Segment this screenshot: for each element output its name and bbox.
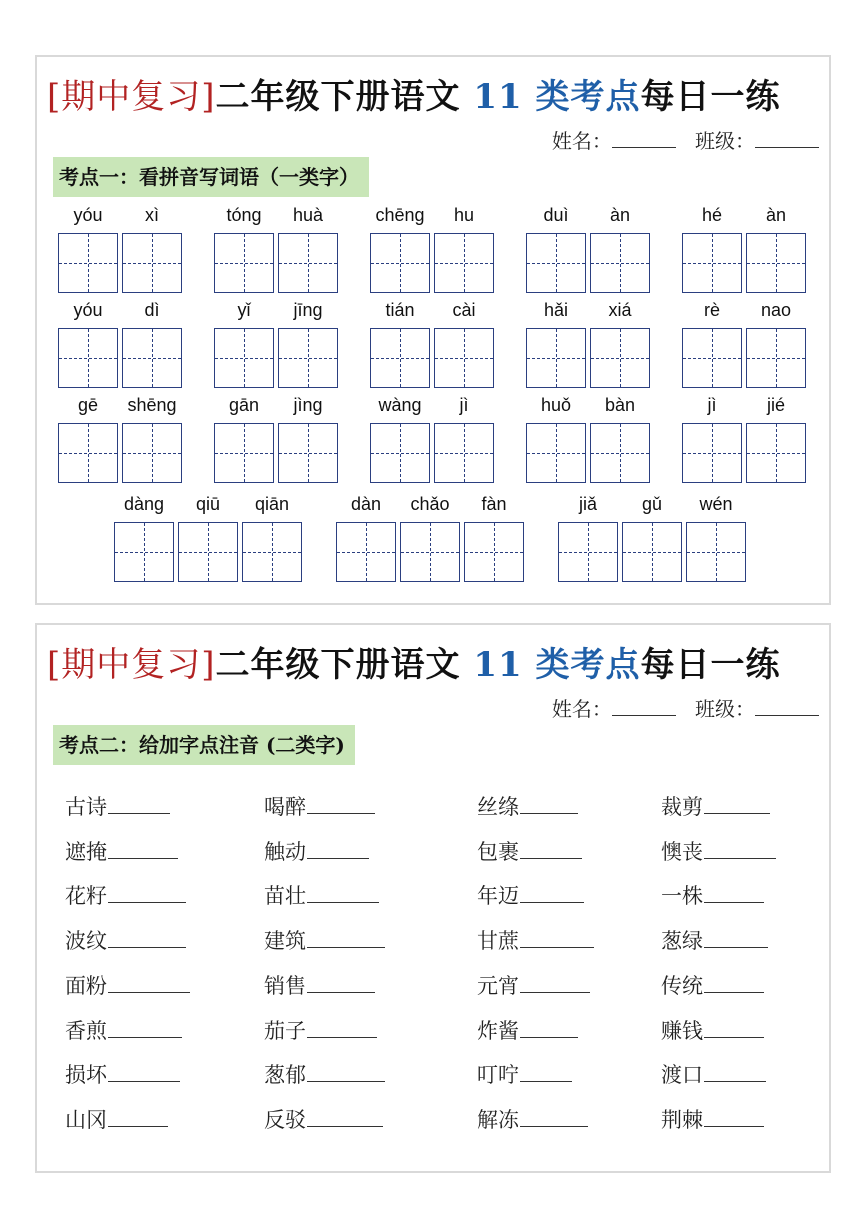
vocab-word: 喝醉 [264,795,306,819]
answer-blank[interactable] [307,882,379,903]
writing-box[interactable] [278,423,338,483]
vocab-word: 面粉 [65,973,107,998]
writing-box[interactable] [58,328,118,388]
vocab-word: 苗壮 [264,884,306,909]
answer-blank[interactable] [307,972,375,993]
class-field[interactable] [755,697,819,716]
vocab-item [264,970,375,1000]
answer-blank[interactable] [108,1106,168,1127]
vocab-item [65,1059,180,1089]
pinyin-label: wàng [378,395,422,415]
vocab-item [661,836,776,866]
answer-blank[interactable] [108,838,178,859]
vocab-word: 甘蔗 [477,929,519,954]
name-field[interactable] [612,129,676,148]
vocab-word: 叮咛 [477,1063,519,1088]
writing-box[interactable] [464,522,524,582]
writing-box[interactable] [746,423,806,483]
answer-blank[interactable] [704,1106,764,1127]
vocab-item [65,836,178,866]
word-group [114,494,302,586]
answer-blank[interactable] [520,838,582,859]
name-field[interactable] [612,697,676,716]
vocab-item [477,1104,588,1134]
vocab-item [65,970,190,1000]
vocab-word: 包裹 [477,839,519,864]
name-class-row [552,693,819,722]
vocab-word: 葱绿 [661,929,703,954]
answer-blank[interactable] [520,927,594,948]
writing-box[interactable] [746,328,806,388]
answer-blank[interactable] [307,838,369,859]
vocab-item [65,791,170,821]
answer-blank[interactable] [704,927,768,948]
pinyin-label: gē [77,395,99,415]
pinyin-label: xiá [608,300,632,320]
answer-blank[interactable] [108,1017,182,1038]
writing-box[interactable] [178,522,238,582]
vocab-word: 山冈 [65,1107,107,1132]
answer-blank[interactable] [108,882,186,903]
vocab-item [477,880,584,910]
vocab-word: 炸酱 [477,1018,519,1043]
writing-box[interactable] [278,233,338,293]
pinyin-label: jì [459,395,469,415]
vocab-item [264,880,379,910]
answer-blank[interactable] [520,972,590,993]
answer-blank[interactable] [108,793,170,814]
answer-blank[interactable] [704,793,770,814]
section-heading: 考点二：给加字点注音 (二类字) [53,725,355,765]
writing-box[interactable] [686,522,746,582]
writing-box[interactable] [590,233,650,293]
pinyin-label: dàn [350,494,382,514]
vocab-item [477,925,594,955]
vocab-word: 触动 [264,839,306,864]
answer-blank[interactable] [307,1106,383,1127]
name-class-row [552,125,819,154]
writing-box[interactable] [590,328,650,388]
word-group [58,395,182,487]
vocab-word: 懊丧 [661,839,703,864]
worksheet-title: [期中复习]二年级下册语文 11 类考点每日一练 [47,645,781,685]
vocab-word: 丝绦 [477,795,519,819]
writing-box[interactable] [122,233,182,293]
pinyin-label: àn [765,205,787,225]
writing-box[interactable] [526,233,586,293]
word-group [682,395,806,487]
writing-box[interactable] [370,423,430,483]
pinyin-label: yóu [73,300,103,320]
vocab-word: 遮掩 [65,839,107,864]
word-group [682,300,806,392]
vocab-item [477,970,590,1000]
vocab-item [264,925,385,955]
pinyin-label: tián [385,300,415,320]
word-group [526,300,650,392]
word-group [526,395,650,487]
section-heading: 考点一：看拼音写词语（一类字） [53,157,369,197]
answer-blank[interactable] [307,927,385,948]
answer-blank[interactable] [704,838,776,859]
answer-blank[interactable] [108,1061,180,1082]
writing-box[interactable] [58,423,118,483]
worksheet-panel-2 [35,623,831,1173]
word-group [558,494,746,586]
writing-box[interactable] [370,233,430,293]
answer-blank[interactable] [520,1061,572,1082]
word-group [336,494,524,586]
vocab-word: 裁剪 [661,795,703,819]
vocab-word: 荆棘 [661,1107,703,1132]
vocab-word: 一株 [661,884,703,909]
vocab-item [264,1059,385,1089]
answer-blank[interactable] [704,1017,764,1038]
pinyin-label: cài [452,300,476,320]
writing-box[interactable] [58,233,118,293]
pinyin-label: dàng [123,494,165,514]
vocab-word: 传统 [661,973,703,998]
vocab-word: 损坏 [65,1063,107,1088]
answer-blank[interactable] [704,972,764,993]
vocab-item [661,791,770,821]
vocab-item [477,1059,572,1089]
answer-blank[interactable] [520,793,578,814]
vocab-item [477,1015,578,1045]
pinyin-label: yóu [73,205,103,225]
vocab-item [661,880,764,910]
vocab-item [661,1104,764,1134]
writing-box[interactable] [122,423,182,483]
vocab-word: 反驳 [264,1107,306,1132]
vocab-item [65,1104,168,1134]
writing-box[interactable] [746,233,806,293]
vocab-word: 波纹 [65,929,107,954]
class-label: 班级： [695,129,755,153]
vocab-word: 元宵 [477,973,519,998]
pinyin-label: jiǎ [578,494,597,514]
pinyin-label: shēng [127,395,177,415]
pinyin-label: xì [144,205,159,225]
answer-blank[interactable] [307,1017,377,1038]
word-group [370,395,494,487]
pinyin-label: nao [760,300,792,320]
name-label: 姓名： [551,129,612,153]
vocab-word: 花籽 [65,884,107,909]
answer-blank[interactable] [108,927,186,948]
pinyin-label: wén [699,494,733,514]
vocab-item [65,1015,182,1045]
answer-blank[interactable] [520,1106,588,1127]
word-group [370,300,494,392]
pinyin-label: chǎo [410,494,450,514]
writing-box[interactable] [242,522,302,582]
vocab-word: 葱郁 [264,1063,306,1088]
writing-box[interactable] [214,233,274,293]
vocab-item [264,1015,377,1045]
worksheet-title: [期中复习]二年级下册语文 11 类考点每日一练 [47,77,781,117]
word-group [682,205,806,297]
answer-blank[interactable] [307,1061,385,1082]
vocab-item [264,791,375,821]
vocab-item [661,1015,764,1045]
vocab-word: 建筑 [264,929,306,954]
pinyin-label: qiū [195,494,221,514]
vocab-item [264,1104,383,1134]
word-group [214,395,338,487]
word-group [214,205,338,297]
writing-box[interactable] [682,423,742,483]
vocab-item [661,925,768,955]
word-group [58,300,182,392]
answer-blank[interactable] [108,972,190,993]
vocab-item [264,836,369,866]
writing-box[interactable] [434,233,494,293]
pinyin-label: fàn [481,494,507,514]
pinyin-label: chēng [375,205,425,225]
writing-box[interactable] [434,423,494,483]
pinyin-label: àn [609,205,631,225]
vocab-item [477,836,582,866]
word-group [370,205,494,297]
vocab-word: 销售 [264,973,306,998]
pinyin-label: huà [292,205,324,225]
writing-box[interactable] [278,328,338,388]
writing-box[interactable] [590,423,650,483]
pinyin-label: huǒ [540,395,572,415]
vocab-item [65,880,186,910]
answer-blank[interactable] [520,1017,578,1038]
writing-box[interactable] [114,522,174,582]
vocab-item [661,1059,766,1089]
pinyin-label: jìng [293,395,323,415]
writing-box[interactable] [214,328,274,388]
answer-blank[interactable] [704,882,764,903]
writing-box[interactable] [336,522,396,582]
writing-box[interactable] [682,233,742,293]
pinyin-label: qiān [254,494,290,514]
pinyin-label: hu [453,205,475,225]
class-label: 班级： [695,697,755,721]
pinyin-label: duì [543,205,569,225]
pinyin-label: hǎi [543,300,569,320]
writing-box[interactable] [558,522,618,582]
word-group [526,205,650,297]
vocab-word: 解冻 [477,1107,519,1132]
word-group [214,300,338,392]
writing-box[interactable] [622,522,682,582]
word-group [58,205,182,297]
writing-box[interactable] [370,328,430,388]
vocab-item [65,925,186,955]
writing-box[interactable] [526,328,586,388]
pinyin-label: jié [766,395,785,415]
vocab-item [477,791,578,821]
writing-box[interactable] [526,423,586,483]
pinyin-label: hé [701,205,723,225]
pinyin-label: bàn [604,395,636,415]
writing-box[interactable] [214,423,274,483]
pinyin-label: dì [144,300,160,320]
answer-blank[interactable] [520,882,584,903]
pinyin-label: rè [703,300,720,320]
pinyin-label: tóng [226,205,262,225]
pinyin-label: jīng [293,300,323,320]
vocab-word: 赚钱 [661,1018,703,1043]
pinyin-label: gǔ [641,494,663,514]
writing-box[interactable] [400,522,460,582]
vocab-word: 古诗 [65,795,107,819]
worksheet-panel-1 [35,55,831,605]
vocab-word: 香煎 [65,1018,107,1043]
pinyin-label: jì [707,395,717,415]
name-label: 姓名： [551,697,612,721]
writing-box[interactable] [122,328,182,388]
writing-box[interactable] [682,328,742,388]
vocab-word: 年迈 [477,884,519,909]
answer-blank[interactable] [704,1061,766,1082]
pinyin-label: gān [228,395,260,415]
pinyin-label: yǐ [237,300,251,320]
vocab-item [661,970,764,1000]
class-field[interactable] [755,129,819,148]
vocab-word: 渡口 [661,1063,703,1088]
vocab-word: 茄子 [264,1018,306,1043]
writing-box[interactable] [434,328,494,388]
answer-blank[interactable] [307,793,375,814]
